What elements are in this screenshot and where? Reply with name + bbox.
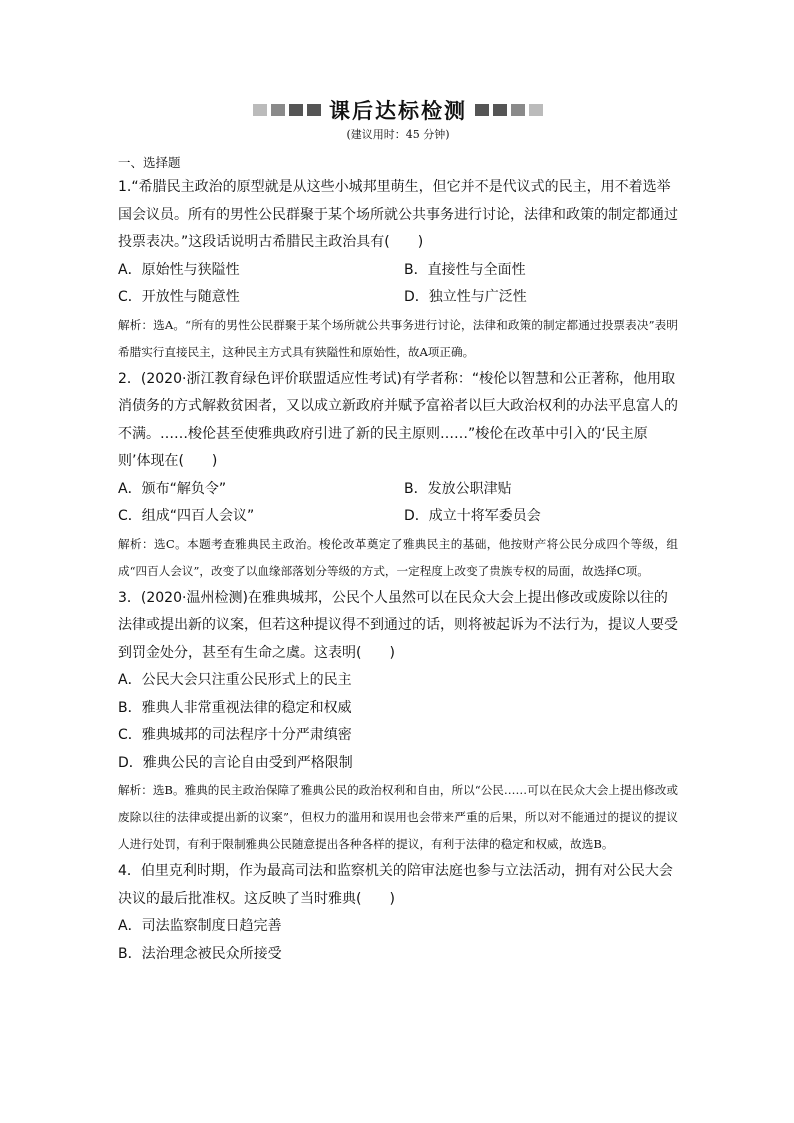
- question-1-analysis: 解析：选A。“所有的男性公民群聚于某个场所就公共事务进行讨论，法律和政策的制定都通过投票表决”表明希腊实行直接民主，这种民主方式具有狭隘性和原始性，故A项正确。: [118, 317, 678, 359]
- option-c: C．雅典城邦的司法程序十分严肃缜密: [118, 727, 352, 743]
- left-decor: [253, 104, 321, 116]
- right-decor: [475, 104, 543, 116]
- question-3-options: [118, 667, 678, 777]
- page-title: 课后达标检测: [329, 99, 467, 123]
- question-3-stem: 3．(2020·温州检测)在雅典城邦，公民个人虽然可以在民众大会上提出修改或废除以往的法律或提出新的议案，但若这种提议得不到通过的话，则将被起诉为不法行为，提议人要受到罚金处分，甚至有生命之虞。这表明( ): [118, 589, 678, 661]
- option-a: A．原始性与狭隘性: [118, 261, 240, 278]
- question-2-options: [118, 476, 678, 531]
- option-a: A．颁布“解负令”: [118, 480, 227, 497]
- option-b: B．发放公职津贴: [404, 480, 512, 497]
- option-b: B．法治理念被民众所接受: [118, 945, 282, 962]
- question-1-stem: 1.“希腊民主政治的原型就是从这些小城邦里萌生，但它并不是代议式的民主，用不着选举国会议员。所有的男性公民群聚于某个场所就公共事务进行讨论，法律和政策的制定都通过投票表决。”这段话说明古希腊民主政治具有( ): [118, 179, 678, 250]
- option-c: C．组成“四百人会议”: [118, 508, 255, 524]
- question-3-analysis: 解析：选B。雅典的民主政治保障了雅典公民的政治权利和自由，所以“公民……可以在民众大会上提出修改或废除以往的法律或提出新的议案”，但权力的滥用和误用也会带来严重的后果，所以对不能通过的提议的提议人进行处罚，有利于限制雅典公民随意提出各种各样的提议，有利于法律的稳定和权威，故选B。: [118, 783, 678, 851]
- question-4-options: [118, 913, 678, 968]
- option-a: A．公民大会只注重公民形式上的民主: [118, 672, 352, 688]
- option-d: D．成立十将军委员会: [404, 508, 541, 524]
- option-a: A．司法监察制度日趋完善: [118, 918, 282, 934]
- section-title: 一、选择题: [118, 155, 181, 170]
- option-d: D．独立性与广泛性: [404, 289, 527, 305]
- option-c: C．开放性与随意性: [118, 289, 240, 305]
- question-2-analysis: 解析：选C。本题考查雅典民主政治。梭伦改革奠定了雅典民主的基础，他按财产将公民分成四个等级，组成“四百人会议”，改变了以血缘部落划分等级的方式，一定程度上改变了贵族专权的局面，故选择C项。: [118, 536, 678, 578]
- option-b: B．雅典人非常重视法律的稳定和权威: [118, 699, 352, 716]
- question-4-stem: 4．伯里克利时期，作为最高司法和监察机关的陪审法庭也参与立法活动，拥有对公民大会决议的最后批准权。这反映了当时雅典( ): [118, 863, 673, 907]
- option-d: D．雅典公民的言论自由受到严格限制: [118, 754, 353, 771]
- question-2-stem: 2．(2020·浙江教育绿色评价联盟适应性考试)有学者称：“梭伦以智慧和公正著称，他用取消债务的方式解救贫困者，又以成立新政府并赋予富裕者以巨大政治权利的办法平息富人的不满。……梭伦甚至使雅典政府引进了新的民主原则……”梭伦在改革中引入的‘民主原则’体现在( ): [118, 370, 678, 469]
- question-1-options: [118, 257, 678, 312]
- header: [118, 96, 678, 124]
- suggested-time: (建议用时：45 分钟): [346, 128, 450, 141]
- document-page: [118, 96, 678, 968]
- option-b: B．直接性与全面性: [404, 261, 526, 278]
